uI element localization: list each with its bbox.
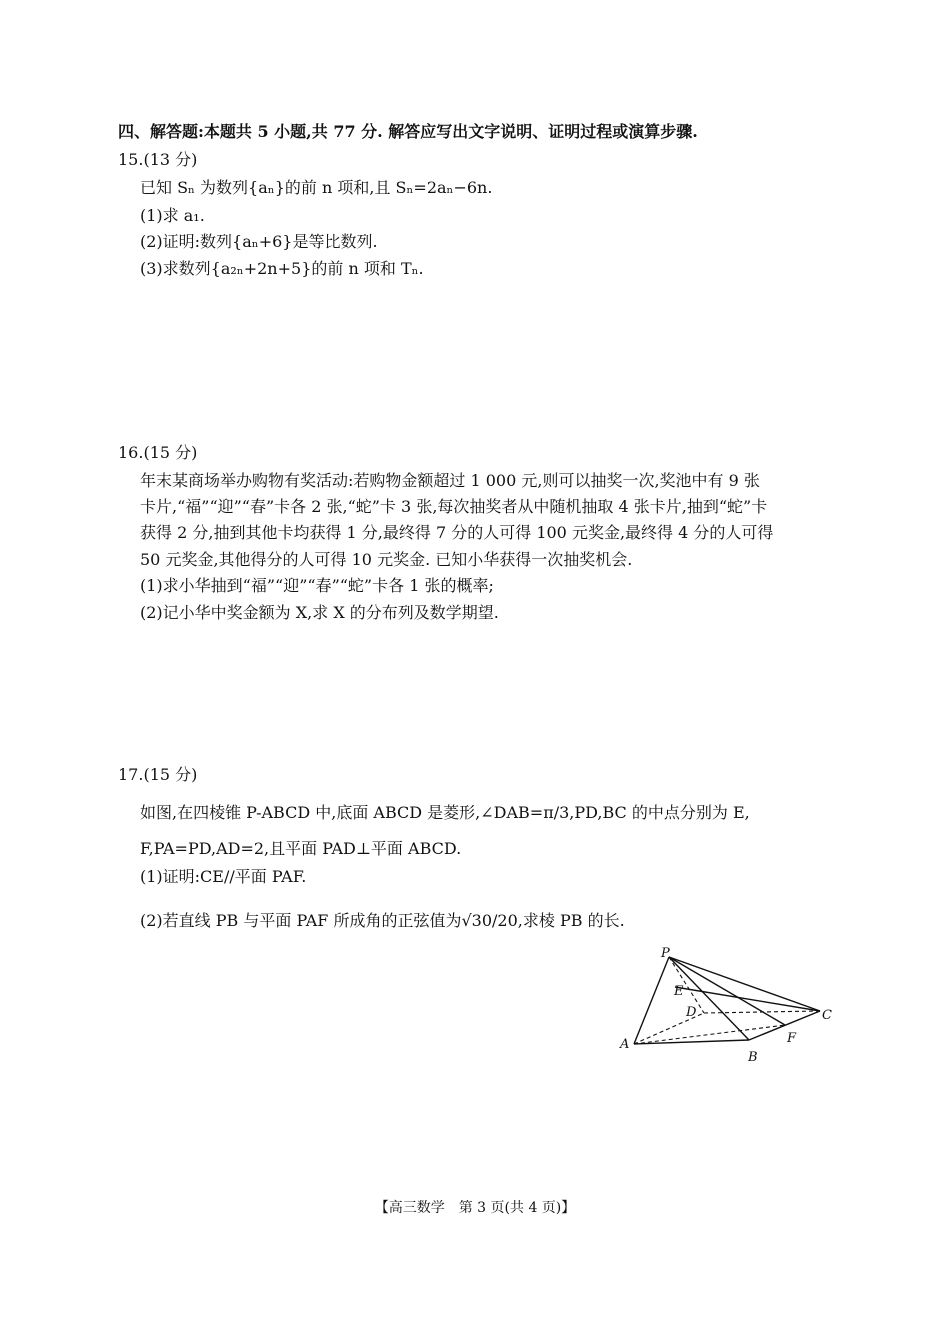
label-B: B xyxy=(748,1050,758,1065)
label-E: E xyxy=(674,984,684,999)
label-A: A xyxy=(620,1037,630,1052)
q17-number: 17.(15 分) xyxy=(118,765,198,784)
edge-PA xyxy=(634,957,669,1044)
q16-line-3: 获得 2 分,抽到其他卡均获得 1 分,最终得 7 分的人可得 100 元奖金,最终得 4 分的人可得 xyxy=(140,523,774,542)
q16-part2: (2)记小华中奖金额为 X,求 X 的分布列及数学期望. xyxy=(140,603,499,622)
label-C: C xyxy=(822,1008,832,1023)
q17-line-2: F,PA=PD,AD=2,且平面 PAD⊥平面 ABCD. xyxy=(140,839,462,858)
edge-PC xyxy=(669,957,820,1011)
q17-part2: (2)若直线 PB 与平面 PAF 所成角的正弦值为√30/20,求棱 PB 的长. xyxy=(140,911,625,930)
q16-line-4: 50 元奖金,其他得分的人可得 10 元奖金. 已知小华获得一次抽奖机会. xyxy=(140,550,633,569)
q15-part3: (3)求数列{a₂ₙ+2n+5}的前 n 项和 Tₙ. xyxy=(140,259,424,278)
q16-line-1: 年末某商场举办购物有奖活动:若购物金额超过 1 000 元,则可以抽奖一次,奖池中有 9 张 xyxy=(140,471,760,490)
q15-stem: 已知 Sₙ 为数列{aₙ}的前 n 项和,且 Sₙ=2aₙ−6n. xyxy=(140,178,493,197)
pyramid-figure xyxy=(612,945,842,1073)
section-heading: 四、解答题:本题共 5 小题,共 77 分. 解答应写出文字说明、证明过程或演算步骤. xyxy=(118,122,698,141)
q16-part1: (1)求小华抽到“福”“迎”“春”“蛇”卡各 1 张的概率; xyxy=(140,576,494,595)
q16-number: 16.(15 分) xyxy=(118,443,198,462)
q17-line-1: 如图,在四棱锥 P-ABCD 中,底面 ABCD 是菱形,∠DAB=π/3,PD,BC 的中点分别为 E, xyxy=(140,803,750,822)
q17-part1: (1)证明:CE//平面 PAF. xyxy=(140,867,307,886)
q16-line-2: 卡片,“福”“迎”“春”卡各 2 张,“蛇”卡 3 张,每次抽奖者从中随机抽取 4 张卡片,抽到“蛇”卡 xyxy=(140,497,768,516)
label-F: F xyxy=(787,1031,797,1046)
label-D: D xyxy=(686,1005,697,1020)
label-P: P xyxy=(661,946,670,961)
q15-part2: (2)证明:数列{aₙ+6}是等比数列. xyxy=(140,232,378,251)
segment-EC xyxy=(675,987,820,1011)
page-footer: 【高三数学 第 3 页(共 4 页)】 xyxy=(374,1200,576,1216)
q15-part1: (1)求 a₁. xyxy=(140,206,205,225)
q15-number: 15.(13 分) xyxy=(118,150,198,169)
